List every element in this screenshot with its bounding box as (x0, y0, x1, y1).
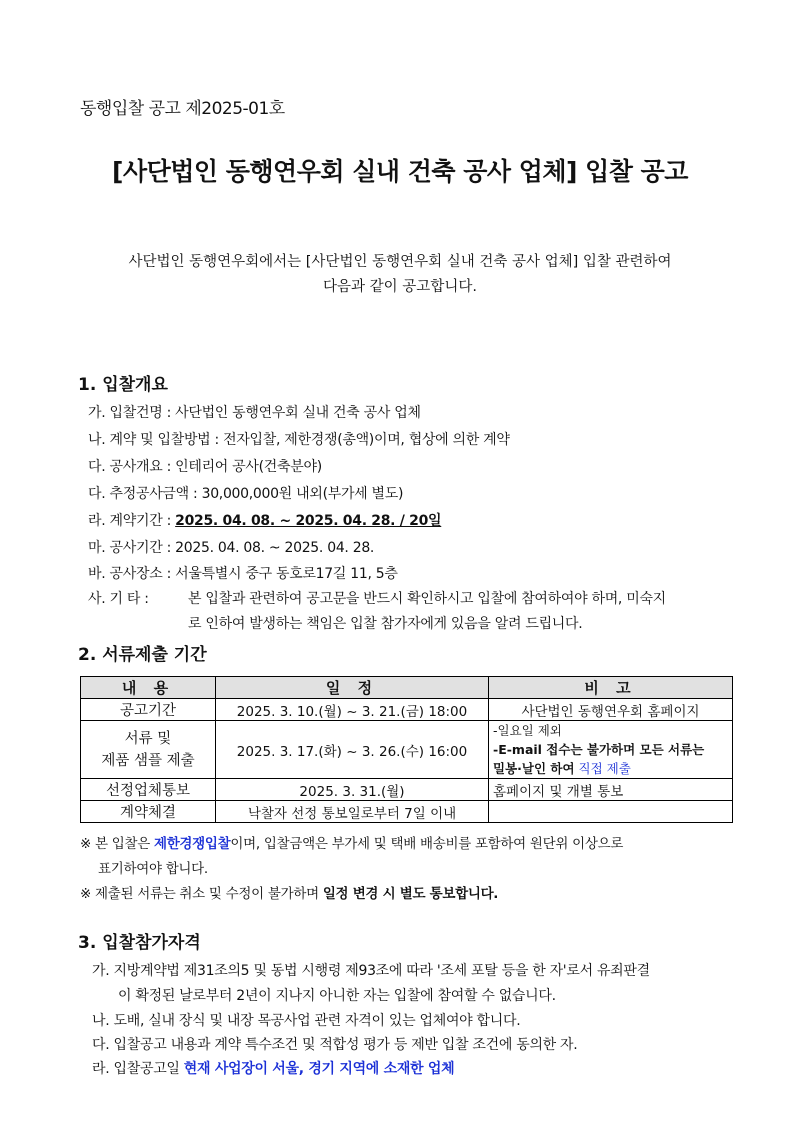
cell-item (81, 721, 216, 779)
section-2-heading: 2. 서류제출 기간 (78, 645, 207, 665)
schedule-table (80, 676, 733, 823)
contract-period-label: 라. 계약기간 : (88, 513, 176, 529)
table-row (81, 699, 733, 721)
table-row (81, 801, 733, 823)
header-schedule: 일 정 (216, 677, 489, 699)
notice-number: 동행입찰 공고 제2025-01호 (80, 99, 285, 119)
note-1-restricted-bid: 제한경쟁입찰 (153, 836, 231, 852)
remark-seal-text: 밀봉·날인 하여 (493, 761, 575, 776)
overview-item-construction-period: 마. 공사기간 : 2025. 04. 08. ~ 2025. 04. 28. (88, 540, 375, 556)
overview-item-name: 가. 입찰건명 : 사단법인 동행연우회 실내 건축 공사 업체 (88, 405, 421, 421)
overview-item-etc-label: 사. 기 타 : (88, 591, 149, 607)
header-content: 내 용 (81, 677, 216, 699)
qualification-item-ga-line-2: 이 확정된 날로부터 2년이 지나지 아니한 자는 입찰에 참여할 수 없습니다. (118, 988, 556, 1004)
header-remark: 비 고 (489, 677, 733, 699)
qualification-item-ra-prefix: 라. 입찰공고일 (92, 1061, 184, 1077)
overview-item-etc-line-2: 로 인하여 발생하는 책임은 입찰 참가자에게 있음을 알려 드립니다. (188, 616, 583, 632)
note-2-prefix: ※ 제출된 서류는 취소 및 수정이 불가하며 (80, 886, 323, 902)
contract-period-value: 2025. 04. 08. ~ 2025. 04. 28. / 20일 (175, 513, 442, 529)
page-title: [사단법인 동행연우회 실내 건축 공사 업체] 입찰 공고 (112, 157, 688, 186)
cell-schedule: 낙찰자 선정 통보일로부터 7일 이내 (216, 801, 489, 823)
overview-item-location: 바. 공사장소 : 서울특별시 중구 동호로17길 11, 5층 (88, 566, 398, 582)
cell-item: 계약체결 (81, 801, 216, 823)
cell-remark (489, 721, 733, 779)
qualification-item-na: 나. 도배, 실내 장식 및 내장 목공사업 관련 자격이 있는 업체여야 합니다. (92, 1013, 521, 1029)
overview-item-contract-period (88, 510, 441, 530)
intro-line-2: 다음과 같이 공고합니다. (323, 279, 477, 295)
remark-line-3 (493, 759, 728, 778)
cell-item-line-1: 서류 및 (124, 730, 172, 747)
schedule-header-row (81, 677, 733, 699)
remark-line-2: -E-mail 접수는 불가하며 모든 서류는 (493, 742, 705, 757)
note-2-emphasis: 일정 변경 시 별도 통보합니다. (322, 886, 499, 902)
remark-line-1: -일요일 제외 (493, 723, 562, 738)
note-1 (80, 832, 623, 852)
section-1-heading: 1. 입찰개요 (78, 375, 168, 395)
qualification-item-ra (92, 1058, 454, 1078)
note-2 (80, 882, 498, 902)
overview-item-etc-line-1: 본 입찰과 관련하여 공고문을 반드시 확인하시고 입찰에 참여하여야 하며, 미숙지 (188, 591, 666, 607)
cell-remark: 사단법인 동행연우회 홈페이지 (489, 699, 733, 721)
note-1-prefix: ※ 본 입찰은 (80, 836, 154, 852)
overview-item-amount: 다. 추정공사금액 : 30,000,000원 내외(부가세 별도) (88, 486, 404, 502)
cell-remark (489, 801, 733, 823)
overview-item-summary: 다. 공사개요 : 인테리어 공사(건축분야) (88, 459, 322, 475)
table-row (81, 721, 733, 779)
overview-item-method: 나. 계약 및 입찰방법 : 전자입찰, 제한경쟁(총액)이며, 협상에 의한 계약 (88, 432, 510, 448)
cell-schedule: 2025. 3. 31.(월) (216, 779, 489, 801)
qualification-item-ga-line-1: 가. 지방계약법 제31조의5 및 동법 시행령 제93조에 따라 '조세 포탈 등을 한 자'로서 유죄판결 (92, 963, 650, 979)
cell-item: 선정업체통보 (81, 779, 216, 801)
qualification-item-ra-emphasis: 현재 사업장이 서울, 경기 지역에 소재한 업체 (183, 1061, 455, 1077)
cell-item: 공고기간 (81, 699, 216, 721)
note-1-line-2: 표기하여야 합니다. (98, 861, 208, 877)
qualification-item-da: 다. 입찰공고 내용과 계약 특수조건 및 적합성 평가 등 제반 입찰 조건에 동의한 자. (92, 1037, 578, 1053)
cell-remark: 홈페이지 및 개별 통보 (489, 779, 733, 801)
cell-item-line-2: 제품 샘플 제출 (101, 752, 195, 769)
cell-schedule: 2025. 3. 10.(월) ~ 3. 21.(금) 18:00 (216, 699, 489, 721)
section-3-heading: 3. 입찰참가자격 (78, 933, 201, 953)
cell-schedule: 2025. 3. 17.(화) ~ 3. 26.(수) 16:00 (216, 721, 489, 779)
remark-direct-submit: 직접 제출 (578, 761, 631, 776)
table-row (81, 779, 733, 801)
note-1-rest: 이며, 입찰금액은 부가세 및 택배 배송비를 포함하여 원단위 이상으로 (230, 836, 624, 852)
intro-line-1: 사단법인 동행연우회에서는 [사단법인 동행연우회 실내 건축 공사 업체] 입찰 관련하여 (128, 254, 672, 270)
